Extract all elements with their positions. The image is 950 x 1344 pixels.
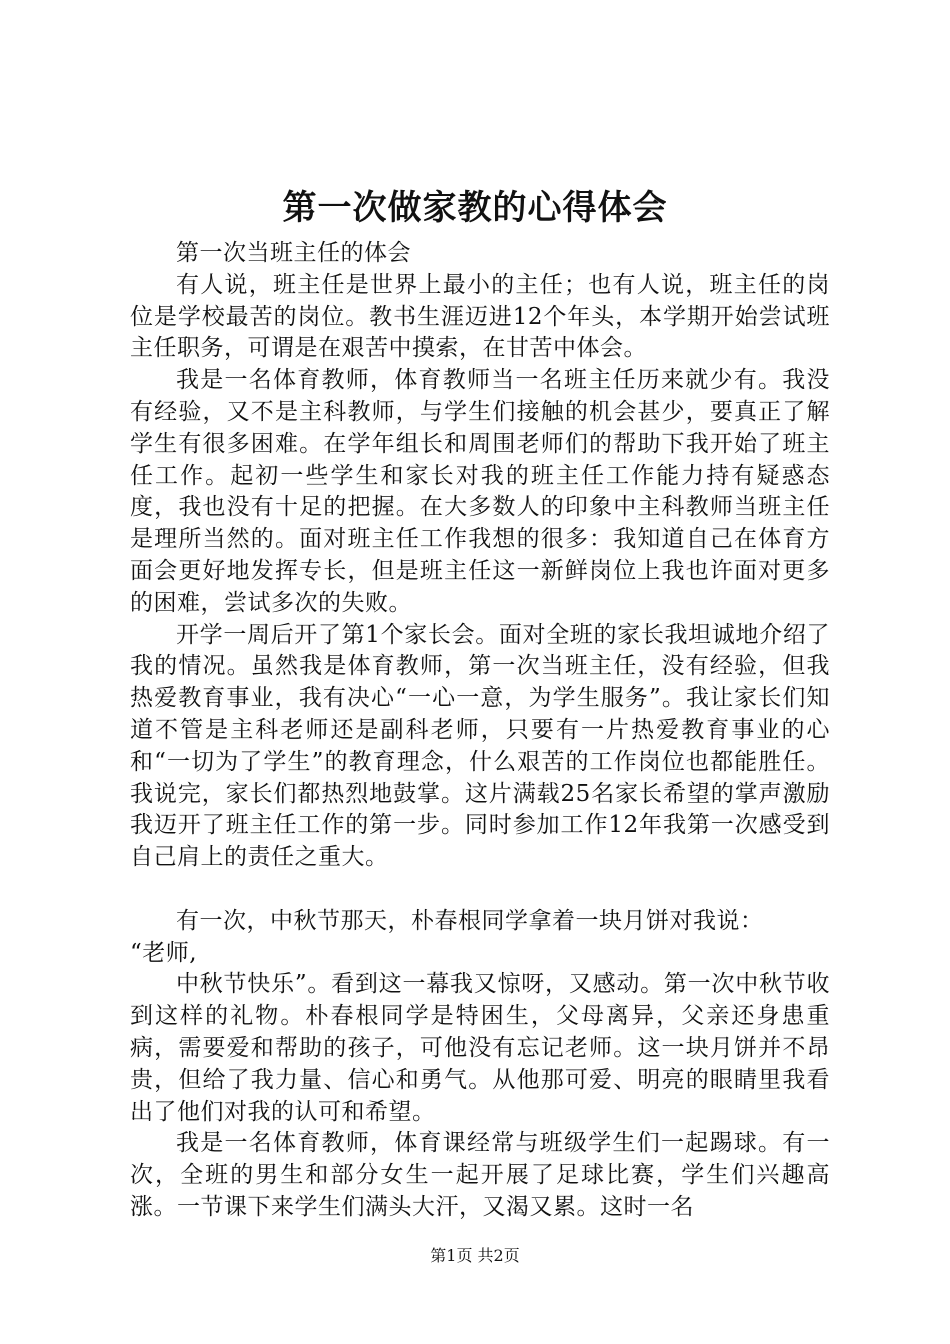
page-footer: 第1页 共2页 [430, 1246, 520, 1265]
paragraph: 中秋节快乐”。看到这一幕我又惊呀，又感动。第一次中秋节收到这样的礼物。朴春根同学是特困生，父母离异，父亲还身患重病，需要爱和帮助的孩子，可他没有忘记老师。这一块月饼并不昂贵，但给了我力量、信心和勇气。从他那可爱、明亮的眼睛里我看出了他们对我的认可和希望。 [130, 971, 830, 1125]
paragraph-subtitle: 第一次当班主任的体会 [176, 240, 411, 266]
document-title: 第一次做家教的心得体会 [282, 188, 668, 228]
paragraph: 有一次，中秋节那天，朴春根同学拿着一块月饼对我说： [176, 907, 764, 934]
paragraph: 我是一名体育教师，体育课经常与班级学生们一起踢球。有一次，全班的男生和部分女生一起开展了足球比赛，学生们兴趣高涨。一节课下来学生们满头大汗，又渴又累。这时一名 [130, 1130, 830, 1220]
paragraph: 开学一周后开了第1个家长会。面对全班的家长我坦诚地介绍了我的情况。虽然我是体育教师，第一次当班主任，没有经验，但我热爱教育事业，我有决心“一心一意，为学生服务”。我让家长们知道不管是主科老师还是副科老师，只要有一片热爱教育事业的心和“一切为了学生”的教育理念，什么艰苦的工作岗位也都能胜任。我说完，家长们都热烈地鼓掌。这片满载25名家长希望的掌声激励我迈开了班主任工作的第一步。同时参加工作12年我第一次感受到自己肩上的责任之重大。 [130, 621, 830, 871]
paragraph-quote-line: “老师, [130, 939, 198, 966]
document-body [130, 238, 830, 1224]
paragraph: 我是一名体育教师，体育教师当一名班主任历来就少有。我没有经验，又不是主科教师，与学生们接触的机会甚少，要真正了解学生有很多困难。在学年组长和周围老师们的帮助下我开始了班主任工作。起初一些学生和家长对我的班主任工作能力持有疑惑态度，我也没有十足的把握。在大多数人的印象中主科教师当班主任是理所当然的。面对班主任工作我想的很多：我知道自己在体育方面会更好地发挥专长，但是班主任这一新鲜岗位上我也许面对更多的困难，尝试多次的失败。 [130, 367, 830, 616]
paragraph: 有人说，班主任是世界上最小的主任；也有人说，班主任的岗位是学校最苦的岗位。教书生涯迈进12个年头，本学期开始尝试班主任职务，可谓是在艰苦中摸索，在甘苦中体会。 [130, 271, 830, 362]
